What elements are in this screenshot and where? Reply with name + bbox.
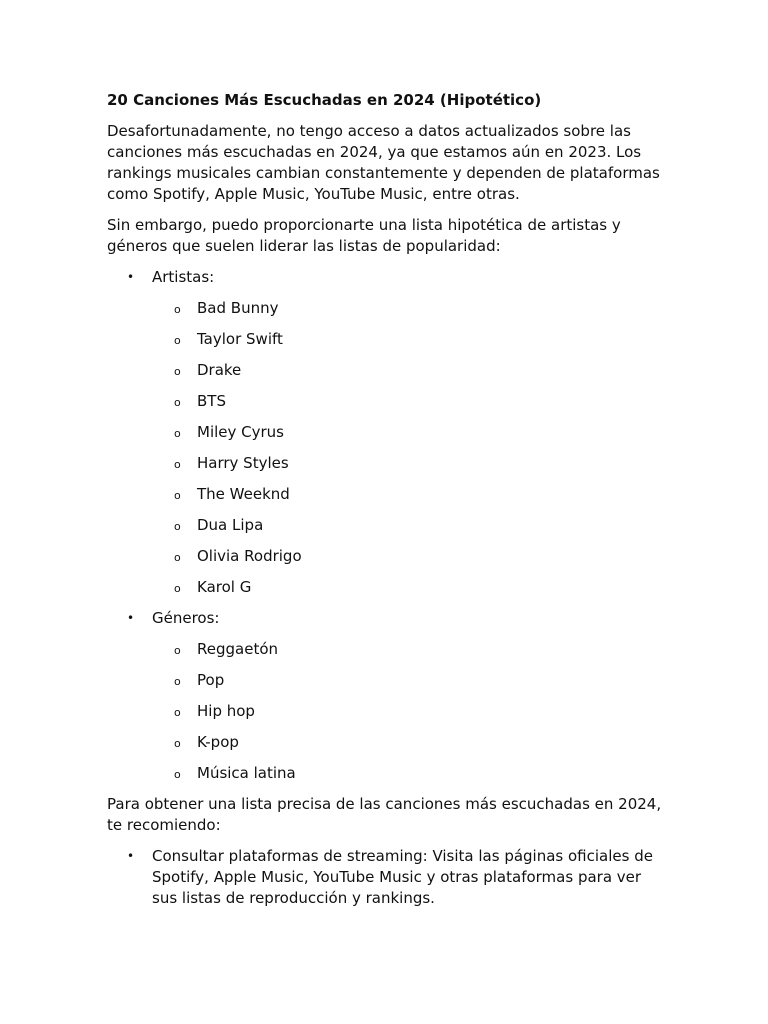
sub-bullet-icon: o: [174, 427, 181, 440]
bullet-icon: •: [127, 849, 135, 863]
list-item: o Drake: [152, 360, 667, 381]
bullet-icon: •: [127, 270, 135, 284]
sub-bullet-icon: o: [174, 675, 181, 688]
bullet-icon: •: [127, 611, 135, 625]
list-item: o BTS: [152, 391, 667, 412]
sub-bullet-icon: o: [174, 582, 181, 595]
list-item: o Hip hop: [152, 701, 667, 722]
document-page: [107, 90, 667, 919]
list-item: o Reggaetón: [152, 639, 667, 660]
genres-list: [152, 639, 667, 784]
sub-bullet-icon: o: [174, 458, 181, 471]
category-label: Artistas:: [152, 268, 215, 286]
sub-bullet-icon: o: [174, 768, 181, 781]
sub-bullet-icon: o: [174, 303, 181, 316]
list-item: o Taylor Swift: [152, 329, 667, 350]
list-item: o Dua Lipa: [152, 515, 667, 536]
list-item: o Pop: [152, 670, 667, 691]
sub-bullet-icon: o: [174, 365, 181, 378]
sub-bullet-icon: o: [174, 644, 181, 657]
list-item: o Miley Cyrus: [152, 422, 667, 443]
sub-bullet-icon: o: [174, 520, 181, 533]
category-genres: [107, 608, 667, 784]
sub-bullet-icon: o: [174, 706, 181, 719]
recommendation-item: [107, 846, 667, 909]
sub-bullet-icon: o: [174, 396, 181, 409]
artists-list: [152, 298, 667, 598]
sub-bullet-icon: o: [174, 737, 181, 750]
recommendation-list: [107, 846, 667, 909]
list-item: o The Weeknd: [152, 484, 667, 505]
sub-bullet-icon: o: [174, 489, 181, 502]
list-item: o Harry Styles: [152, 453, 667, 474]
document-title: 20 Canciones Más Escuchadas en 2024 (Hipotético): [107, 91, 542, 109]
sub-bullet-icon: o: [174, 334, 181, 347]
recommendation-paragraph: Para obtener una lista precisa de las canciones más escuchadas en 2024, te recomiendo:: [107, 795, 662, 834]
category-list: [107, 267, 667, 784]
category-label: Géneros:: [152, 609, 220, 627]
intro-paragraph: Desafortunadamente, no tengo acceso a datos actualizados sobre las canciones más escuchadas en 2024, ya que estamos aún en 2023. Los rankings musicales cambian constantemente y dependen de plataformas como Spotify, Apple Music, YouTube Music, entre otras.: [107, 122, 660, 203]
recommendation-text: Consultar plataformas de streaming: Visita las páginas oficiales de Spotify, Apple Music, YouTube Music y otras plataformas para ver sus listas de reproducción y rankings.: [152, 847, 653, 907]
list-item: o Olivia Rodrigo: [152, 546, 667, 567]
sub-bullet-icon: o: [174, 551, 181, 564]
category-artists: [107, 267, 667, 598]
list-item: o Música latina: [152, 763, 667, 784]
list-item: o Bad Bunny: [152, 298, 667, 319]
list-item: o K-pop: [152, 732, 667, 753]
hypothetical-list-paragraph: Sin embargo, puedo proporcionarte una lista hipotética de artistas y géneros que suelen liderar las listas de popularidad:: [107, 216, 621, 255]
list-item: o Karol G: [152, 577, 667, 598]
